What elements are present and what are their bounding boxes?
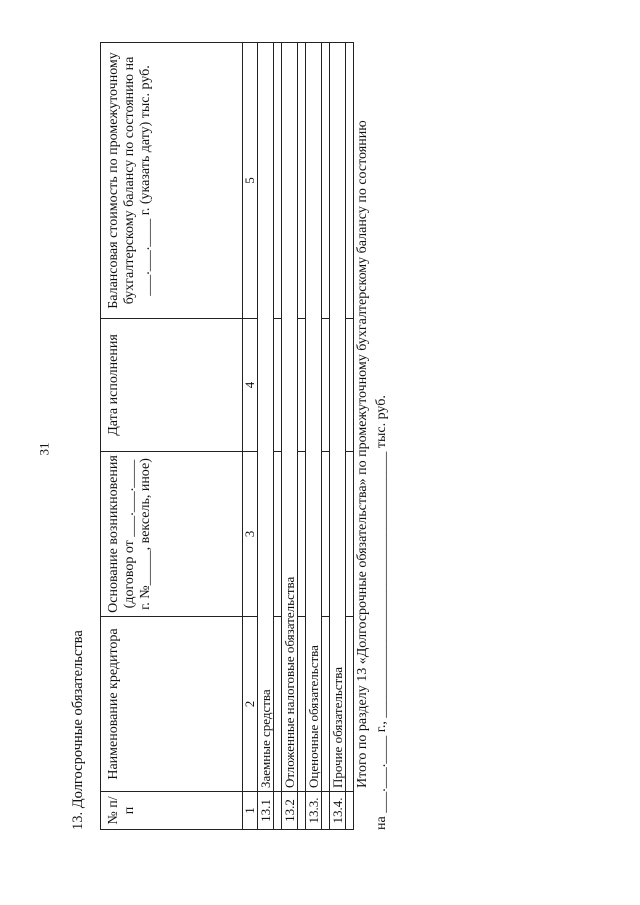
page-number: 31 bbox=[36, 442, 52, 456]
liabilities-table bbox=[100, 42, 354, 830]
header-book-value: Балансовая стоимость по промежуточному бухгалтерскому балансу по состоянию на ___.___.____ г. (указать дату) тыс. руб. bbox=[101, 43, 243, 319]
header-basis: Основание возникновения (договор от ___.___.____ г. №_____, вексель, иное) bbox=[101, 452, 243, 617]
section-label: Заемные средства bbox=[258, 43, 274, 792]
column-number: 4 bbox=[243, 319, 258, 452]
section-number: 13.2 bbox=[282, 792, 298, 830]
column-numbers-row bbox=[243, 43, 258, 830]
section-label: Прочие обязательства bbox=[330, 43, 346, 792]
rotated-page-content bbox=[70, 30, 400, 830]
header-creditor-name: Наименование кредитора bbox=[101, 617, 243, 792]
header-number: № п/п bbox=[101, 792, 243, 830]
empty-row bbox=[298, 43, 306, 830]
header-due-date: Дата исполнения bbox=[101, 319, 243, 452]
column-number: 5 bbox=[243, 43, 258, 319]
section-row bbox=[282, 43, 298, 830]
empty-row bbox=[274, 43, 282, 830]
empty-row bbox=[322, 43, 330, 830]
table-header-row bbox=[101, 43, 243, 830]
section-number: 13.4. bbox=[330, 792, 346, 830]
column-number: 3 bbox=[243, 452, 258, 617]
column-number: 2 bbox=[243, 617, 258, 792]
section-row bbox=[306, 43, 322, 830]
section-row bbox=[330, 43, 346, 830]
column-number: 1 bbox=[243, 792, 258, 830]
section-number: 13.3. bbox=[306, 792, 322, 830]
total-line-2: на ___.___.____ г., ______________________________________ тыс. руб. bbox=[374, 395, 389, 830]
section-row bbox=[258, 43, 274, 830]
total-line-1: Итого по разделу 13 «Долгосрочные обязательства» по промежуточному бухгалтерскому балансу по состоянию bbox=[355, 120, 370, 788]
section-label: Отложенные налоговые обязательства bbox=[282, 43, 298, 792]
section-label: Оценочные обязательства bbox=[306, 43, 322, 792]
section-title: 13. Долгосрочные обязательства bbox=[70, 630, 86, 830]
section-number: 13.1 bbox=[258, 792, 274, 830]
section-total bbox=[353, 43, 391, 830]
